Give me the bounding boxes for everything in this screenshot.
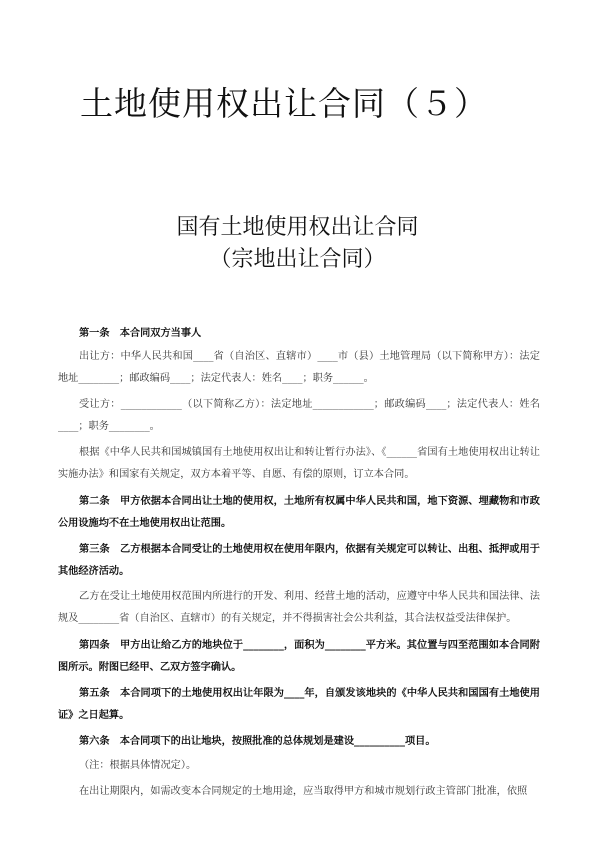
body-paragraph: 出让方：中华人民共和国____省（自治区、直辖市）____市（县）土地管理局（以下简称甲方）：法定地址________；邮政编码____；法定代表人：姓名____；职务______。 (58, 350, 540, 384)
clause-heading: 第一条 本合同双方当事人 (79, 327, 202, 339)
contract-body (58, 322, 540, 806)
body-paragraph: 根据《中华人民共和国城镇国有土地使用权出让和转让暂行办法》、《______省国有土地使用权出让转让实施办法》和国家有关规定，双方本着平等、自愿、有偿的原则，订立本合同。 (58, 446, 540, 480)
clause-paragraph: 第五条 本合同项下的土地使用权出让年限为____年，自颁发该地块的《中华人民共和国国有土地使用证》之日起算。 (58, 686, 540, 721)
body-paragraph: 乙方在受让土地使用权范围内所进行的开发、利用、经营土地的活动，应遵守中华人民共和国法律、法规及________省（自治区、直辖市）的有关规定，并不得损害社会公共利益，其合法权益受法律保护。 (58, 590, 540, 624)
clause-paragraph: 第二条 甲方依据本合同出让土地的使用权，土地所有权属中华人民共和国，地下资源、埋藏物和市政公用设施均不在土地使用权出让范围。 (58, 494, 540, 529)
contract-title: 国有土地使用权出让合同 (176, 215, 419, 240)
clause-paragraph: 第四条 甲方出让给乙方的地块位于________，面积为________平方米。其位置与四至范围如本合同附图所示。附图已经甲、乙双方签字确认。 (58, 638, 540, 673)
clause-paragraph: 第六条 本合同项下的出让地块，按照批准的总体规划是建设__________项目。 (79, 734, 436, 747)
contract-subtitle: （宗地出让合同） (209, 247, 386, 272)
document-main-title: 土地使用权出让合同（５） (80, 84, 488, 123)
clause-paragraph: 第三条 乙方根据本合同受让的土地使用权在使用年限内，依据有关规定可以转让、出租、抵押或用于其他经济活动。 (58, 542, 540, 577)
body-paragraph: 受让方：____________（以下简称乙方）：法定地址____________；邮政编码____；法定代表人：姓名____；职务________。 (58, 398, 540, 432)
body-paragraph: （注：根据具体情况定）。 (79, 760, 197, 771)
body-paragraph: 在出让期限内，如需改变本合同规定的土地用途，应当取得甲方和城市规划行政主管部门批准，依照 (79, 785, 528, 797)
